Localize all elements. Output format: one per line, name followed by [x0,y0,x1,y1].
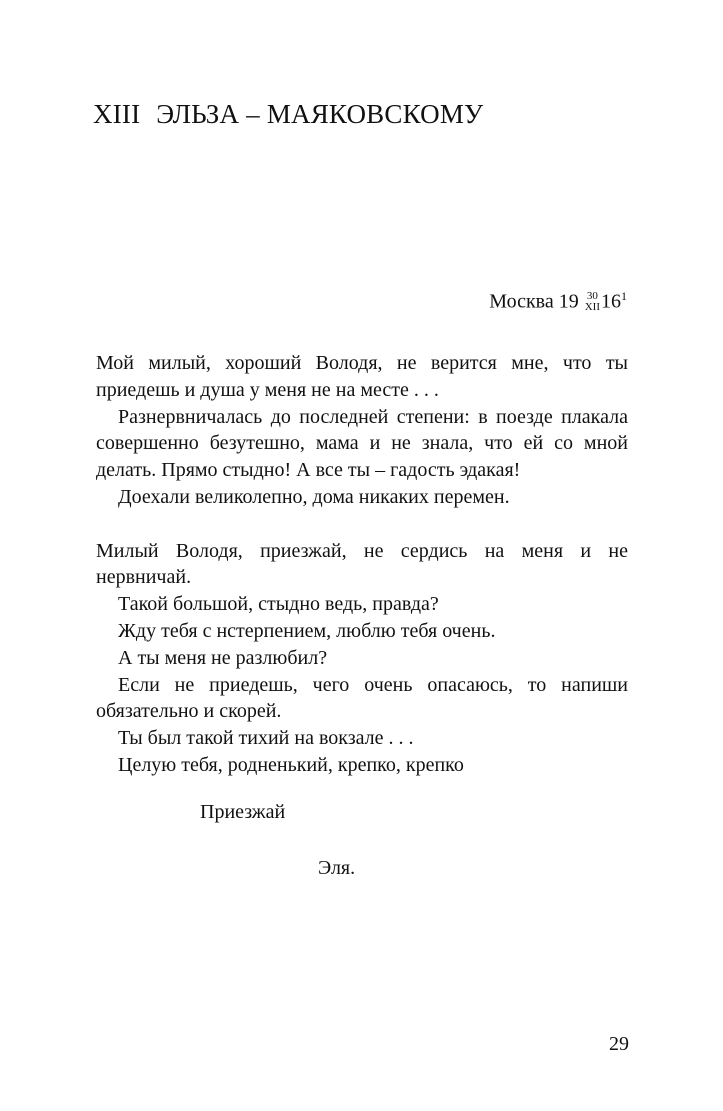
letter-body [96,350,628,779]
dateline-place-year: Москва 19 [489,290,579,313]
dateline-year-suffix: 16 [601,290,621,313]
dateline-day-month [585,291,600,313]
dateline-month: XII [584,301,600,314]
dateline [489,289,627,314]
footnote-reference: 1 [621,289,627,303]
letter-paragraph: Доехали великолепно, дома никаких перемен. [118,485,510,508]
dateline-day: 30 [586,290,598,303]
letter-paragraph: Мой милый, хороший Володя, не верится мне, что ты приедешь и душа у меня не на месте . . . [96,352,628,401]
letter-closing: Приезжай [200,801,286,823]
letter-paragraph: Ты был такой тихий на вокзале . . . [118,727,414,750]
page-number: 29 [609,1033,629,1055]
section-heading [93,99,483,130]
letter-paragraph: А ты меня не разлюбил? [118,646,328,669]
letter-paragraph: Милый Володя, приезжай, не сердись на меня и не нервничай. [96,539,628,589]
letter-signature: Эля. [318,857,356,879]
letter-paragraph: Разнервничалась до последней степени: в поезде плакала совершенно безутешно, мама и не знала, что ей со мной делать. Прямо стыдно! А все ты – гадость эдакая! [96,405,628,482]
letter-paragraph: Такой большой, стыдно ведь, правда? [118,593,439,616]
letter-paragraph: Жду тебя с нстерпением, люблю тебя очень. [118,619,496,642]
section-number: XIII [93,99,141,129]
letter-paragraph: Если не приедешь, чего очень опасаюсь, то напиши обязательно и скорей. [96,673,628,723]
section-title: ЭЛЬЗА – МАЯКОВСКОМУ [156,99,484,129]
letter-paragraph: Целую тебя, родненький, крепко, крепко [118,753,464,776]
